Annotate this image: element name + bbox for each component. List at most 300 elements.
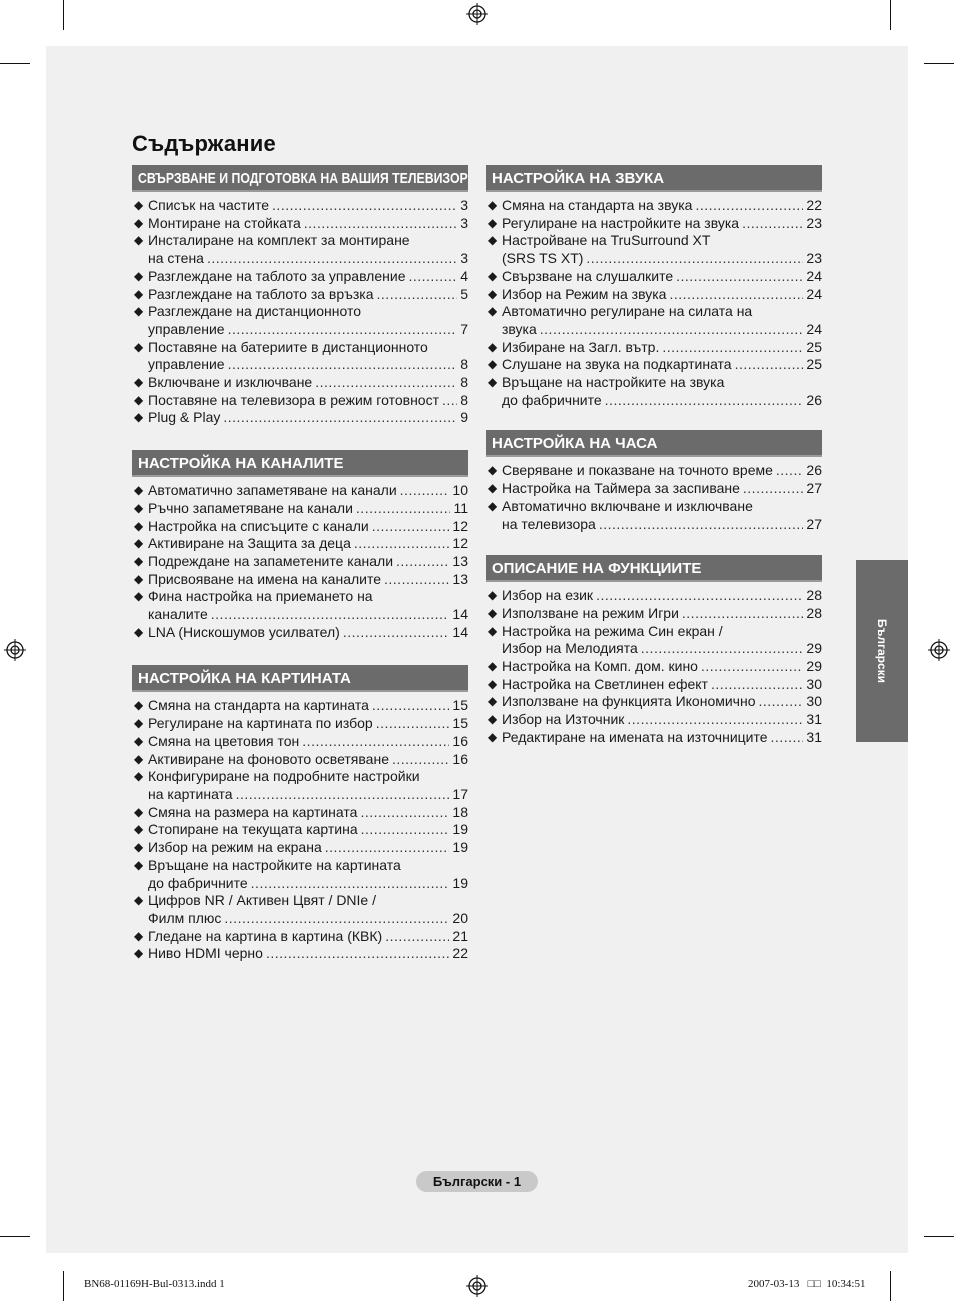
toc-entry-line xyxy=(148,303,468,321)
toc-entry-line xyxy=(502,587,822,605)
toc-entry-line xyxy=(148,751,468,769)
toc-entry-text: Избор на език xyxy=(502,587,594,604)
diamond-bullet-icon: ◆ xyxy=(134,857,144,872)
toc-entry-text: Сверяване и показване на точното време xyxy=(502,462,773,479)
crop-mark xyxy=(63,1271,64,1301)
print-separator: □□ xyxy=(807,1278,821,1290)
toc-page-number: 3 xyxy=(460,250,468,267)
dot-leader xyxy=(776,462,804,480)
toc-entry[interactable] xyxy=(486,729,822,747)
toc-page-number: 11 xyxy=(453,499,468,516)
diamond-bullet-icon: ◆ xyxy=(134,946,144,961)
registration-mark-icon xyxy=(4,639,26,661)
toc-entry-text: на стена xyxy=(148,250,204,267)
toc-page-number: 22 xyxy=(452,945,468,962)
toc-page-number: 16 xyxy=(452,750,468,767)
dot-leader xyxy=(743,480,804,498)
toc-entry-text: Използване на режим Игри xyxy=(502,604,679,621)
toc-entry[interactable] xyxy=(486,215,822,233)
toc-page-number: 27 xyxy=(806,480,822,497)
toc-entry-line xyxy=(148,821,468,839)
toc-entry[interactable] xyxy=(132,715,468,733)
toc-page-number: 19 xyxy=(452,874,468,891)
diamond-bullet-icon: ◆ xyxy=(488,339,498,354)
toc-entry-text: Регулиране на настройките на звука xyxy=(502,214,740,231)
toc-entry-text: Слушане на звука на подкартината xyxy=(502,356,732,373)
section-heading xyxy=(486,430,822,457)
diamond-bullet-icon: ◆ xyxy=(488,676,498,691)
toc-entry-text: Автоматично регулиране на силата на xyxy=(502,303,753,320)
toc-entry[interactable] xyxy=(486,339,822,357)
diamond-bullet-icon: ◆ xyxy=(134,733,144,748)
toc-entry[interactable] xyxy=(132,697,468,715)
toc-entry[interactable] xyxy=(486,286,822,304)
toc-section xyxy=(486,430,822,533)
toc-entry-text: каналите xyxy=(148,606,208,623)
diamond-bullet-icon: ◆ xyxy=(488,605,498,620)
toc-entry-line xyxy=(148,374,468,392)
diamond-bullet-icon: ◆ xyxy=(134,233,144,248)
toc-page-number: 13 xyxy=(452,552,468,569)
toc-page-number: 31 xyxy=(806,711,822,728)
toc-entry[interactable] xyxy=(486,374,822,409)
dot-leader xyxy=(384,571,449,589)
dot-leader xyxy=(695,197,803,215)
toc-entry-line xyxy=(502,605,822,623)
toc-entry-text: Plug & Play xyxy=(148,409,221,426)
toc-page-number: 8 xyxy=(460,391,468,408)
section-heading xyxy=(132,665,468,692)
toc-entry-text: Поставяне на телевизора в режим готовност xyxy=(148,391,439,408)
toc-entry-text: Връщане на настройките на картината xyxy=(148,856,401,873)
toc-entry-text: Избор на Режим на звука xyxy=(502,285,667,302)
toc-entry-text: Инсталиране на комплект за монтиране xyxy=(148,232,410,249)
registration-mark-icon xyxy=(466,3,488,25)
dot-leader xyxy=(408,268,457,286)
section-heading-text: НАСТРОЙКА НА ЗВУКА xyxy=(492,170,665,187)
diamond-bullet-icon: ◆ xyxy=(488,694,498,709)
toc-page-number: 12 xyxy=(452,535,468,552)
section-heading xyxy=(132,165,468,192)
toc-entry[interactable] xyxy=(132,945,468,963)
dot-leader xyxy=(266,945,449,963)
diamond-bullet-icon: ◆ xyxy=(488,712,498,727)
dot-leader xyxy=(682,605,804,623)
toc-entry-line xyxy=(148,392,468,410)
toc-entry-line xyxy=(148,892,468,910)
diamond-bullet-icon: ◆ xyxy=(134,698,144,713)
registration-mark-icon xyxy=(928,639,950,661)
toc-entry-text: Разглеждане на таблото за връзка xyxy=(148,285,374,302)
crop-mark xyxy=(0,63,30,64)
toc-entry-line xyxy=(148,857,468,875)
dot-leader xyxy=(211,606,450,624)
diamond-bullet-icon: ◆ xyxy=(134,928,144,943)
toc-entry-text: Ниво HDMI черно xyxy=(148,945,263,962)
toc-entry[interactable] xyxy=(486,480,822,498)
toc-entry[interactable] xyxy=(132,751,468,769)
toc-entry[interactable] xyxy=(132,768,468,803)
toc-entry-text: Гледане на картина в картина (КВК) xyxy=(148,927,383,944)
toc-entry[interactable] xyxy=(132,500,468,518)
diamond-bullet-icon: ◆ xyxy=(134,553,144,568)
toc-entry[interactable] xyxy=(132,857,468,892)
toc-entry[interactable] xyxy=(132,588,468,623)
toc-entry[interactable] xyxy=(486,356,822,374)
crop-mark xyxy=(0,1236,30,1237)
toc-entry-line xyxy=(148,339,468,357)
dot-leader xyxy=(442,392,457,410)
toc-entry-text: Смяна на размера на картината xyxy=(148,803,358,820)
toc-entry-line xyxy=(502,356,822,374)
toc-entry[interactable] xyxy=(132,482,468,500)
toc-page-number: 3 xyxy=(460,214,468,231)
toc-page-number: 25 xyxy=(806,356,822,373)
toc-entry-text: звука xyxy=(502,320,537,337)
toc-entry-text: Избиране на Загл. вътр. xyxy=(502,338,660,355)
toc-page-number: 24 xyxy=(806,267,822,284)
toc-entry-line xyxy=(148,197,468,215)
toc-entry-line xyxy=(148,535,468,553)
toc-entry-line xyxy=(148,624,468,642)
dot-leader xyxy=(272,197,457,215)
language-side-tab xyxy=(856,560,908,742)
toc-entry[interactable] xyxy=(486,498,822,533)
diamond-bullet-icon: ◆ xyxy=(134,410,144,425)
toc-entry[interactable] xyxy=(486,268,822,286)
print-time: 10:34:51 xyxy=(826,1278,866,1290)
toc-entry-line xyxy=(148,839,468,857)
section-heading xyxy=(132,450,468,477)
toc-entry[interactable] xyxy=(132,303,468,338)
diamond-bullet-icon: ◆ xyxy=(134,198,144,212)
toc-page-number: 13 xyxy=(452,570,468,587)
diamond-bullet-icon: ◆ xyxy=(134,716,144,731)
toc-page-number: 24 xyxy=(806,320,822,337)
toc-entry-line xyxy=(502,215,822,233)
toc-entry-list xyxy=(486,582,822,746)
diamond-bullet-icon: ◆ xyxy=(488,463,498,478)
toc-page-number: 26 xyxy=(806,391,822,408)
toc-section xyxy=(486,555,822,746)
toc-entry-text: LNA (Нискошумов усилвател) xyxy=(148,623,340,640)
dot-leader xyxy=(701,658,803,676)
dot-leader xyxy=(540,321,804,339)
diamond-bullet-icon: ◆ xyxy=(134,624,144,639)
toc-entry-text: управление xyxy=(148,356,225,373)
toc-entry-line xyxy=(148,733,468,751)
dot-leader xyxy=(302,733,449,751)
toc-page-number: 30 xyxy=(806,675,822,692)
toc-entry[interactable] xyxy=(132,268,468,286)
toc-page-number: 28 xyxy=(806,587,822,604)
toc-entry[interactable] xyxy=(486,462,822,480)
diamond-bullet-icon: ◆ xyxy=(134,375,144,390)
toc-entry-line xyxy=(148,715,468,733)
toc-section xyxy=(132,165,468,427)
diamond-bullet-icon: ◆ xyxy=(134,769,144,784)
toc-entry-text: до фабричните xyxy=(502,391,602,408)
toc-entry-text: Разглеждане на таблото за управление xyxy=(148,267,406,284)
toc-entry[interactable] xyxy=(132,286,468,304)
toc-entry-line xyxy=(148,768,468,786)
diamond-bullet-icon: ◆ xyxy=(134,392,144,407)
dot-leader xyxy=(676,268,803,286)
toc-entry-line xyxy=(148,356,468,374)
toc-entry-line xyxy=(148,409,468,427)
toc-entry-text: на телевизора xyxy=(502,515,596,532)
toc-entry-text: Настройка на режима Син екран / xyxy=(502,622,723,639)
dot-leader xyxy=(372,518,450,536)
toc-page-number: 28 xyxy=(806,604,822,621)
toc-entry-text: Подреждане на запаметените канали xyxy=(148,552,394,569)
toc-entry-line xyxy=(502,339,822,357)
toc-page-number: 26 xyxy=(806,462,822,479)
diamond-bullet-icon: ◆ xyxy=(134,840,144,855)
toc-entry-line xyxy=(502,462,822,480)
diamond-bullet-icon: ◆ xyxy=(134,286,144,301)
toc-entry-line xyxy=(148,928,468,946)
toc-entry[interactable] xyxy=(132,215,468,233)
toc-entry-text: Настройване на TruSurround XT xyxy=(502,232,711,249)
toc-page-number: 8 xyxy=(460,374,468,391)
toc-section xyxy=(132,450,468,641)
dot-leader xyxy=(586,250,803,268)
dot-leader xyxy=(325,839,450,857)
diamond-bullet-icon: ◆ xyxy=(134,268,144,283)
dot-leader xyxy=(627,711,803,729)
toc-entry[interactable] xyxy=(132,409,468,427)
toc-page-number: 7 xyxy=(460,320,468,337)
toc-entry-text: Филм плюс xyxy=(148,909,222,926)
diamond-bullet-icon: ◆ xyxy=(134,215,144,230)
toc-page-number: 10 xyxy=(452,482,468,499)
toc-entry-text: Връщане на настройките на звука xyxy=(502,374,725,391)
toc-entry[interactable] xyxy=(132,232,468,267)
toc-entry-line xyxy=(502,480,822,498)
toc-entry-line xyxy=(148,945,468,963)
toc-entry-line xyxy=(502,303,822,321)
registration-mark-icon xyxy=(466,1275,488,1297)
toc-entry[interactable] xyxy=(132,553,468,571)
toc-entry[interactable] xyxy=(486,587,822,605)
toc-entry-line xyxy=(148,786,468,804)
diamond-bullet-icon: ◆ xyxy=(488,498,498,513)
toc-right-column xyxy=(486,165,822,747)
toc-entry[interactable] xyxy=(132,928,468,946)
toc-entry-line xyxy=(148,268,468,286)
toc-entry[interactable] xyxy=(132,535,468,553)
page-title: Съдържание xyxy=(132,131,276,156)
toc-page-number: 16 xyxy=(452,732,468,749)
toc-entry[interactable] xyxy=(132,518,468,536)
dot-leader xyxy=(605,392,804,410)
diamond-bullet-icon: ◆ xyxy=(488,286,498,301)
toc-section xyxy=(486,165,822,409)
toc-page-number: 27 xyxy=(806,515,822,532)
toc-entry-line xyxy=(502,658,822,676)
page-number-badge: Български - 1 xyxy=(416,1171,538,1192)
toc-entry[interactable] xyxy=(132,839,468,857)
crop-mark xyxy=(890,1271,891,1301)
toc-entry[interactable] xyxy=(486,711,822,729)
toc-entry[interactable] xyxy=(132,571,468,589)
diamond-bullet-icon: ◆ xyxy=(134,483,144,498)
dot-leader xyxy=(711,676,803,694)
toc-entry-line xyxy=(148,588,468,606)
dot-leader xyxy=(735,356,804,374)
toc-page-number: 15 xyxy=(452,697,468,714)
dot-leader xyxy=(599,516,804,534)
toc-entry-text: Автоматично включване и изключване xyxy=(502,497,753,514)
section-heading xyxy=(486,555,822,582)
toc-entry-line xyxy=(148,215,468,233)
diamond-bullet-icon: ◆ xyxy=(134,500,144,515)
dot-leader xyxy=(356,500,451,518)
toc-entry[interactable] xyxy=(132,374,468,392)
toc-entry[interactable] xyxy=(132,197,468,215)
dot-leader xyxy=(361,821,450,839)
diamond-bullet-icon: ◆ xyxy=(134,804,144,819)
dot-leader xyxy=(771,729,804,747)
toc-page-number: 15 xyxy=(452,715,468,732)
toc-page-number: 18 xyxy=(452,803,468,820)
diamond-bullet-icon: ◆ xyxy=(134,751,144,766)
toc-entry-text: Поставяне на батериите в дистанционното xyxy=(148,338,428,355)
toc-entry[interactable] xyxy=(132,733,468,751)
toc-page-number: 30 xyxy=(806,693,822,710)
toc-entry-text: Монтиране на стойката xyxy=(148,214,301,231)
dot-leader xyxy=(742,215,803,233)
toc-page-number: 25 xyxy=(806,338,822,355)
dot-leader xyxy=(228,356,458,374)
toc-page-number: 24 xyxy=(806,285,822,302)
dot-leader xyxy=(343,624,450,642)
toc-entry-text: Използване на функцията Икономично xyxy=(502,693,756,710)
diamond-bullet-icon: ◆ xyxy=(488,215,498,230)
diamond-bullet-icon: ◆ xyxy=(134,893,144,908)
toc-entry-line xyxy=(148,500,468,518)
print-date-info xyxy=(748,1278,866,1290)
section-heading-text: НАСТРОЙКА НА КАНАЛИТЕ xyxy=(138,455,344,473)
toc-entry-text: Фина настройка на приемането на xyxy=(148,588,373,605)
diamond-bullet-icon: ◆ xyxy=(488,729,498,744)
toc-entry[interactable] xyxy=(132,804,468,822)
diamond-bullet-icon: ◆ xyxy=(488,233,498,248)
toc-entry-line xyxy=(502,232,822,250)
toc-page-number: 21 xyxy=(452,927,468,944)
diamond-bullet-icon: ◆ xyxy=(488,375,498,390)
toc-entry-list xyxy=(132,192,468,427)
toc-entry[interactable] xyxy=(486,676,822,694)
toc-entry[interactable] xyxy=(132,339,468,374)
section-heading-text: НАСТРОЙКА НА ЧАСА xyxy=(492,435,658,453)
toc-entry-text: Разглеждане на дистанционното xyxy=(148,303,362,320)
toc-entry-text: Конфигуриране на подробните настройки xyxy=(148,768,420,785)
toc-entry-text: Настройка на Таймера за заспиване xyxy=(502,480,740,497)
toc-entry-text: Смяна на стандарта на звука xyxy=(502,197,693,213)
toc-entry-line xyxy=(502,623,822,641)
dot-leader xyxy=(360,804,449,822)
toc-entry-line xyxy=(148,482,468,500)
diamond-bullet-icon: ◆ xyxy=(134,339,144,354)
toc-page-number: 23 xyxy=(806,214,822,231)
diamond-bullet-icon: ◆ xyxy=(134,304,144,319)
toc-entry[interactable] xyxy=(486,232,822,267)
toc-entry-line xyxy=(502,729,822,747)
toc-entry[interactable] xyxy=(132,821,468,839)
toc-page-number: 5 xyxy=(460,285,468,302)
toc-entry-list xyxy=(132,692,468,963)
toc-entry-text: Свързване на слушалките xyxy=(502,267,674,284)
toc-entry-text: Настройка на Светлинен ефект xyxy=(502,675,708,692)
toc-page-number: 8 xyxy=(460,356,468,373)
toc-entry[interactable] xyxy=(486,303,822,338)
toc-entry[interactable] xyxy=(486,197,822,215)
toc-entry-line xyxy=(148,232,468,250)
toc-entry[interactable] xyxy=(486,693,822,711)
toc-entry[interactable] xyxy=(132,392,468,410)
toc-entry-text: Избор на режим на екрана xyxy=(148,839,322,856)
diamond-bullet-icon: ◆ xyxy=(488,268,498,283)
diamond-bullet-icon: ◆ xyxy=(488,588,498,603)
diamond-bullet-icon: ◆ xyxy=(488,304,498,319)
toc-entry-text: Активиране на фоновото осветяване xyxy=(148,750,389,767)
dot-leader xyxy=(400,482,450,500)
toc-entry[interactable] xyxy=(486,623,822,658)
toc-entry-line xyxy=(502,250,822,268)
toc-entry-text: Избор на Мелодията xyxy=(502,640,638,657)
toc-entry-text: Включване и изключване xyxy=(148,374,313,391)
toc-entry[interactable] xyxy=(132,892,468,927)
toc-entry-list xyxy=(486,457,822,533)
dot-leader xyxy=(758,693,803,711)
toc-entry-text: Избор на Източник xyxy=(502,711,625,728)
toc-entry-line xyxy=(148,286,468,304)
toc-entry-list xyxy=(486,192,822,409)
diamond-bullet-icon: ◆ xyxy=(134,822,144,837)
diamond-bullet-icon: ◆ xyxy=(488,659,498,674)
dot-leader xyxy=(396,553,449,571)
toc-entry-text: Регулиране на картината по избор xyxy=(148,715,373,732)
toc-entry[interactable] xyxy=(486,658,822,676)
crop-mark xyxy=(924,1236,954,1237)
toc-entry-text: Настройка на списъците с канали xyxy=(148,517,369,534)
diamond-bullet-icon: ◆ xyxy=(134,589,144,604)
dot-leader xyxy=(376,715,450,733)
toc-entry-line xyxy=(148,553,468,571)
print-file-info: BN68-01169H-Bul-0313.indd 1 xyxy=(84,1278,225,1290)
toc-entry-line xyxy=(148,606,468,624)
section-heading-text: СВЪРЗВАНЕ И ПОДГОТОВКА НА ВАШИЯ ТЕЛЕВИЗОР xyxy=(138,170,468,187)
diamond-bullet-icon: ◆ xyxy=(134,518,144,533)
dot-leader xyxy=(223,409,457,427)
print-date: 2007-03-13 xyxy=(748,1278,800,1290)
crop-mark xyxy=(63,0,64,30)
toc-page-number: 4 xyxy=(460,267,468,284)
diamond-bullet-icon: ◆ xyxy=(134,571,144,586)
diamond-bullet-icon: ◆ xyxy=(488,623,498,638)
toc-entry-line xyxy=(148,518,468,536)
toc-entry[interactable] xyxy=(132,624,468,642)
toc-entry[interactable] xyxy=(486,605,822,623)
dot-leader xyxy=(641,640,804,658)
dot-leader xyxy=(207,250,457,268)
toc-entry-text: Смяна на стандарта на картината xyxy=(148,697,369,714)
diamond-bullet-icon: ◆ xyxy=(488,357,498,372)
toc-entry-line xyxy=(502,268,822,286)
toc-page-number: 12 xyxy=(452,517,468,534)
